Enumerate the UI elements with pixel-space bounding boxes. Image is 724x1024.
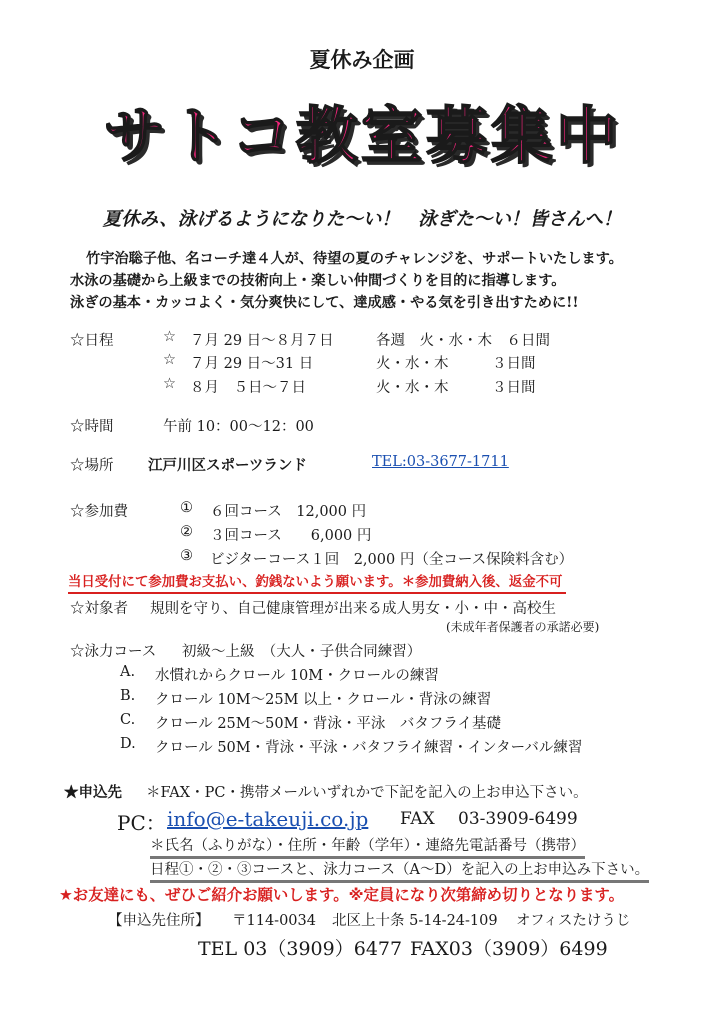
course-item-b-text: クロール 10M～25M 以上・クロール・背泳の練習 xyxy=(155,692,492,708)
schedule-row-3-dates: ８月 ５日～７日 xyxy=(190,380,306,396)
fee-row-1-text: ６回コース 12,000 円 xyxy=(210,504,367,520)
intro-line-2: 水泳の基礎から上級までの技術向上・楽しい仲間づくりを目的に指導します。 xyxy=(70,273,566,289)
kicker-heading: 夏休み企画 xyxy=(309,48,415,72)
target-value: 規則を守り、自己健康管理が出来る成人男女・小・中・高校生 xyxy=(150,601,556,617)
email-link[interactable]: info@e-takeuji.co.jp xyxy=(167,807,369,831)
course-item-c-text: クロール 25M～50M・背泳・平泳 バタフライ基礎 xyxy=(155,716,501,732)
course-item-a-text: 水慣れからクロール 10M・クロールの練習 xyxy=(155,668,439,684)
fee-row-2-text: ３回コース 6,000 円 xyxy=(210,528,372,544)
friends-notice: ★お友達にも、ぜひご紹介お願いします。※定員になり次第締め切りとなります。 xyxy=(59,886,624,904)
schedule-row-3-mark: ☆ xyxy=(163,376,176,392)
schedule-row-1-days: 各週 火・水・木 ６日間 xyxy=(376,333,550,349)
target-label: ☆対象者 xyxy=(70,601,128,617)
schedule-row-3-days: 火・水・木 ３日間 xyxy=(376,380,536,396)
main-title: サトコ教室募集中 xyxy=(103,99,621,172)
contact-fax: FAX03（3909）6499 xyxy=(410,938,608,960)
address-street: 北区上十条 5-14-24-109 xyxy=(332,913,498,929)
course-item-a-letter: A. xyxy=(120,664,136,680)
schedule-row-1-dates: ７月 29 日～８月７日 xyxy=(190,333,334,349)
course-value: 初級～上級 （大人・子供合同練習） xyxy=(182,644,422,660)
target-note: (未成年者保護者の承諾必要) xyxy=(446,620,600,634)
payment-warning: 当日受付にて参加費お支払い、釣銭ないよう願います。＊参加費納入後、返金不可 xyxy=(68,571,566,594)
fee-row-3-text: ビジターコース１回 2,000 円（全コース保険料含む） xyxy=(210,552,574,568)
apply-fields-line-1: ＊氏名（ふりがな）・住所・年齢（学年）・連絡先電話番号（携帯） xyxy=(150,834,585,859)
schedule-row-1-mark: ☆ xyxy=(163,329,176,345)
schedule-row-2-dates: ７月 29 日～31 日 xyxy=(190,356,314,372)
fee-label: ☆参加費 xyxy=(70,504,128,520)
apply-fields-line-2: 日程①・②・③コースと、泳力コース（A～D）を記入の上お申込み下さい。 xyxy=(150,858,649,883)
schedule-label: ☆日程 xyxy=(70,333,114,349)
time-label: ☆時間 xyxy=(70,419,114,435)
fee-row-2-num: ② xyxy=(180,524,193,540)
apply-label: ★申込先 xyxy=(64,784,122,801)
course-label: ☆泳力コース xyxy=(70,644,157,660)
course-item-d-text: クロール 50M・背泳・平泳・バタフライ練習・インターバル練習 xyxy=(155,740,583,756)
address-postal: 〒114-0034 xyxy=(232,913,316,929)
intro-line-1: 竹宇治聡子他、名コーチ達４人が、待望の夏のチャレンジを、サポートいたします。 xyxy=(86,251,623,267)
place-phone-link[interactable]: TEL:03-3677-1711 xyxy=(372,454,509,470)
fax-label: FAX xyxy=(400,809,435,829)
course-item-d-letter: D. xyxy=(120,736,136,752)
subtitle: 夏休み、泳げるようになりた～い！ 泳ぎた～い！皆さんへ！ xyxy=(102,209,622,230)
schedule-row-2-mark: ☆ xyxy=(163,352,176,368)
place-value: 江戸川区スポーツランド xyxy=(148,457,307,474)
contact-tel: TEL 03（3909）6477 xyxy=(198,938,403,960)
time-value: 午前 10：00～12：00 xyxy=(163,419,314,435)
course-item-b-letter: B. xyxy=(120,688,136,704)
address-org: オフィスたけうじ xyxy=(516,913,631,929)
apply-instruction: ＊FAX・PC・携帯メールいずれかで下記を記入の上お申込下さい。 xyxy=(146,785,588,801)
schedule-row-2-days: 火・水・木 ３日間 xyxy=(376,356,536,372)
intro-line-3: 泳ぎの基本・カッコよく・気分爽快にして、達成感・やる気を引き出すために!! xyxy=(70,295,579,311)
course-item-c-letter: C. xyxy=(120,712,136,728)
place-label: ☆場所 xyxy=(70,458,114,474)
address-label: 【申込先住所】 xyxy=(108,913,210,929)
fee-row-1-num: ① xyxy=(180,500,193,516)
fee-row-3-num: ③ xyxy=(180,548,193,564)
pc-label: PC： xyxy=(117,811,166,835)
fax-number: 03-3909-6499 xyxy=(458,809,578,829)
